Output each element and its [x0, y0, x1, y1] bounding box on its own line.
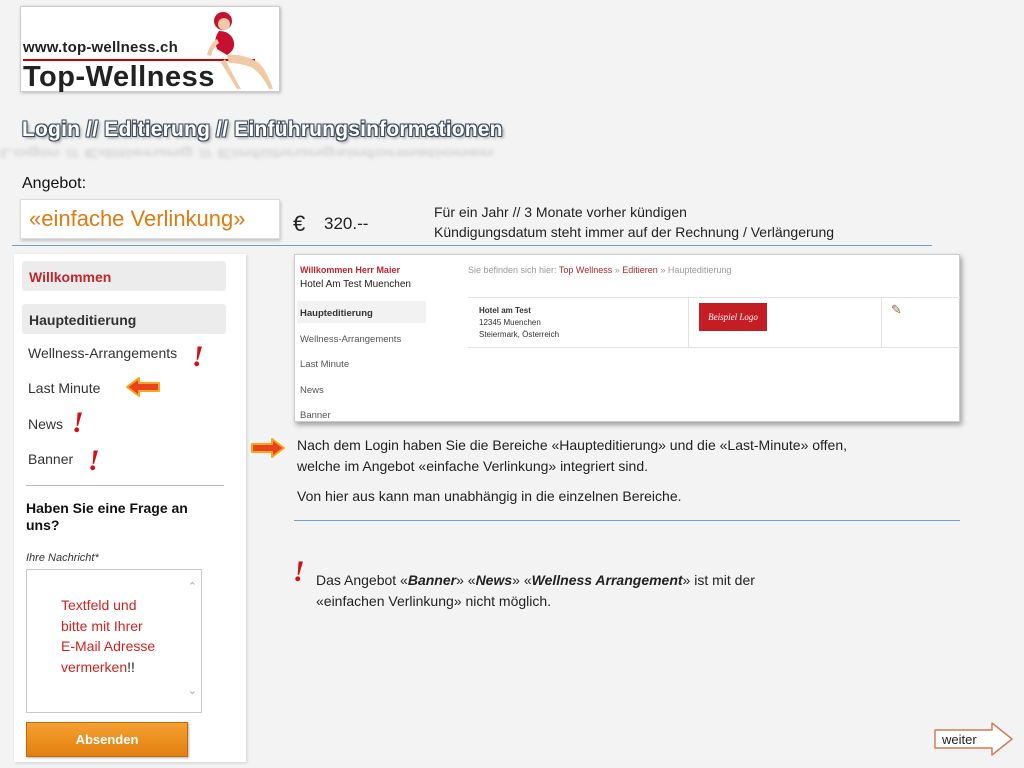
sidebar-divider [26, 485, 224, 486]
sidebar-item-last-minute[interactable]: Last Minute [28, 380, 101, 396]
panel-address [479, 305, 559, 341]
note-banner: Banner [407, 572, 457, 588]
logo-url: www.top-wellness.ch [23, 39, 178, 56]
message-label: Ihre Nachricht* [26, 552, 99, 564]
offer-label: Angebot: [22, 175, 87, 192]
panel-nav-last-minute[interactable]: Last Minute [300, 359, 350, 370]
offer-terms [434, 202, 834, 242]
info-paragraph [297, 435, 847, 477]
sidebar-item-wellness[interactable]: Wellness-Arrangements [28, 345, 178, 361]
terms-line-1: Für ein Jahr // 3 Monate vorher kündigen [434, 204, 687, 220]
question-heading [26, 500, 188, 534]
hint-red-text: vermerken [61, 658, 128, 675]
page-title: Login // Editierung // Einführungsinformationen [22, 118, 503, 141]
message-hint [61, 595, 155, 677]
logo-name: Top-Wellness [23, 61, 215, 93]
terms-line-2: Kündigungsdatum steht immer auf der Rechnung / Verlängerung [434, 224, 835, 240]
sidebar-item-welcome[interactable]: Willkommen [22, 261, 226, 291]
divider [12, 245, 932, 246]
offer-name-box: «einfache Verlinkung» [20, 199, 280, 239]
arrow-left-icon [125, 376, 161, 398]
panel-nav-news[interactable]: News [300, 385, 324, 396]
panel-hotel-name: Hotel Am Test Muenchen [300, 279, 411, 290]
site-logo [20, 6, 280, 92]
note-part: » « [512, 572, 532, 588]
question-line-1: Haben Sie eine Frage an [26, 500, 188, 516]
note-line-1 [316, 570, 755, 591]
hint-black-text: !! [127, 658, 135, 675]
breadcrumb-current: Haupteditierung [667, 265, 732, 275]
breadcrumb [468, 265, 731, 275]
euro-icon: € [293, 211, 306, 236]
sidebar-item-news[interactable]: News [28, 416, 64, 432]
hint-line-4 [61, 657, 155, 678]
sidebar-item-main-edit[interactable]: Haupteditierung [22, 304, 226, 334]
sidebar-item-banner[interactable]: Banner [28, 451, 74, 467]
info-line-3: Von hier aus kann man unabhängig in die einzelnen Bereiche. [297, 488, 682, 504]
panel-welcome: Willkommen Herr Maier [300, 265, 400, 275]
message-textarea[interactable] [26, 569, 202, 713]
sidebar [14, 254, 246, 762]
info-line-1: Nach dem Login haben Sie die Bereiche «Haupteditierung» und die «Last-Minute» offen, [297, 437, 848, 453]
breadcrumb-link-home[interactable]: Top Wellness [558, 265, 613, 275]
divider [294, 520, 960, 521]
pencil-icon[interactable]: ✎ [891, 302, 902, 317]
panel-table-border [468, 297, 960, 298]
address-region: Steiermark, Österreich [479, 330, 560, 339]
breadcrumb-separator: » [612, 265, 623, 275]
send-button[interactable]: Absenden [26, 722, 188, 757]
exclamation-icon: ! [72, 406, 84, 439]
panel-nav-banner[interactable]: Banner [300, 410, 331, 421]
panel-table-border [881, 297, 882, 347]
panel-table-border [688, 297, 689, 347]
note-wellness: Wellness Arrangement [531, 572, 683, 588]
offer-price: 320.-- [324, 214, 369, 233]
address-city: 12345 Muenchen [479, 318, 541, 327]
scroll-down-icon[interactable]: ⌄ [187, 685, 197, 697]
breadcrumb-separator: » [657, 265, 668, 275]
breadcrumb-link-edit[interactable]: Editieren [622, 265, 658, 275]
panel-nav-wellness[interactable]: Wellness-Arrangements [300, 334, 402, 345]
question-line-2: uns? [26, 517, 60, 533]
note-text [316, 570, 755, 612]
note-part: » ist mit der [682, 572, 755, 588]
note-part: » « [456, 572, 476, 588]
exclamation-icon: ! [88, 444, 100, 477]
panel-table-border [468, 347, 960, 348]
note-news: News [475, 572, 513, 588]
panel-nav-main-edit[interactable]: Haupteditierung [300, 308, 373, 319]
arrow-right-icon [250, 437, 286, 459]
hint-line-2: bitte mit Ihrer [61, 617, 143, 634]
exclamation-icon: ! [192, 340, 204, 373]
hint-line-1: Textfeld und [61, 597, 137, 613]
next-button-label[interactable]: weiter [942, 732, 977, 747]
info-line-2: welche im Angebot «einfache Verlinkung» integriert sind. [297, 458, 648, 474]
address-name: Hotel am Test [479, 306, 531, 315]
pin-up-figure-icon [203, 9, 277, 91]
note-line-2: «einfachen Verlinkung» nicht möglich. [316, 593, 552, 609]
hint-line-3: E-Mail Adresse [61, 638, 156, 654]
exclamation-icon: ! [293, 555, 305, 588]
breadcrumb-prefix: Sie befinden sich hier: [468, 265, 559, 275]
headline-reflection: Login // Editierung // Einführungsinformationen [0, 145, 494, 161]
scroll-up-icon[interactable]: ⌃ [187, 581, 197, 593]
sample-logo: Beispiel Logo [699, 303, 767, 331]
editor-screenshot [294, 254, 960, 422]
note-part: Das Angebot « [316, 572, 408, 588]
